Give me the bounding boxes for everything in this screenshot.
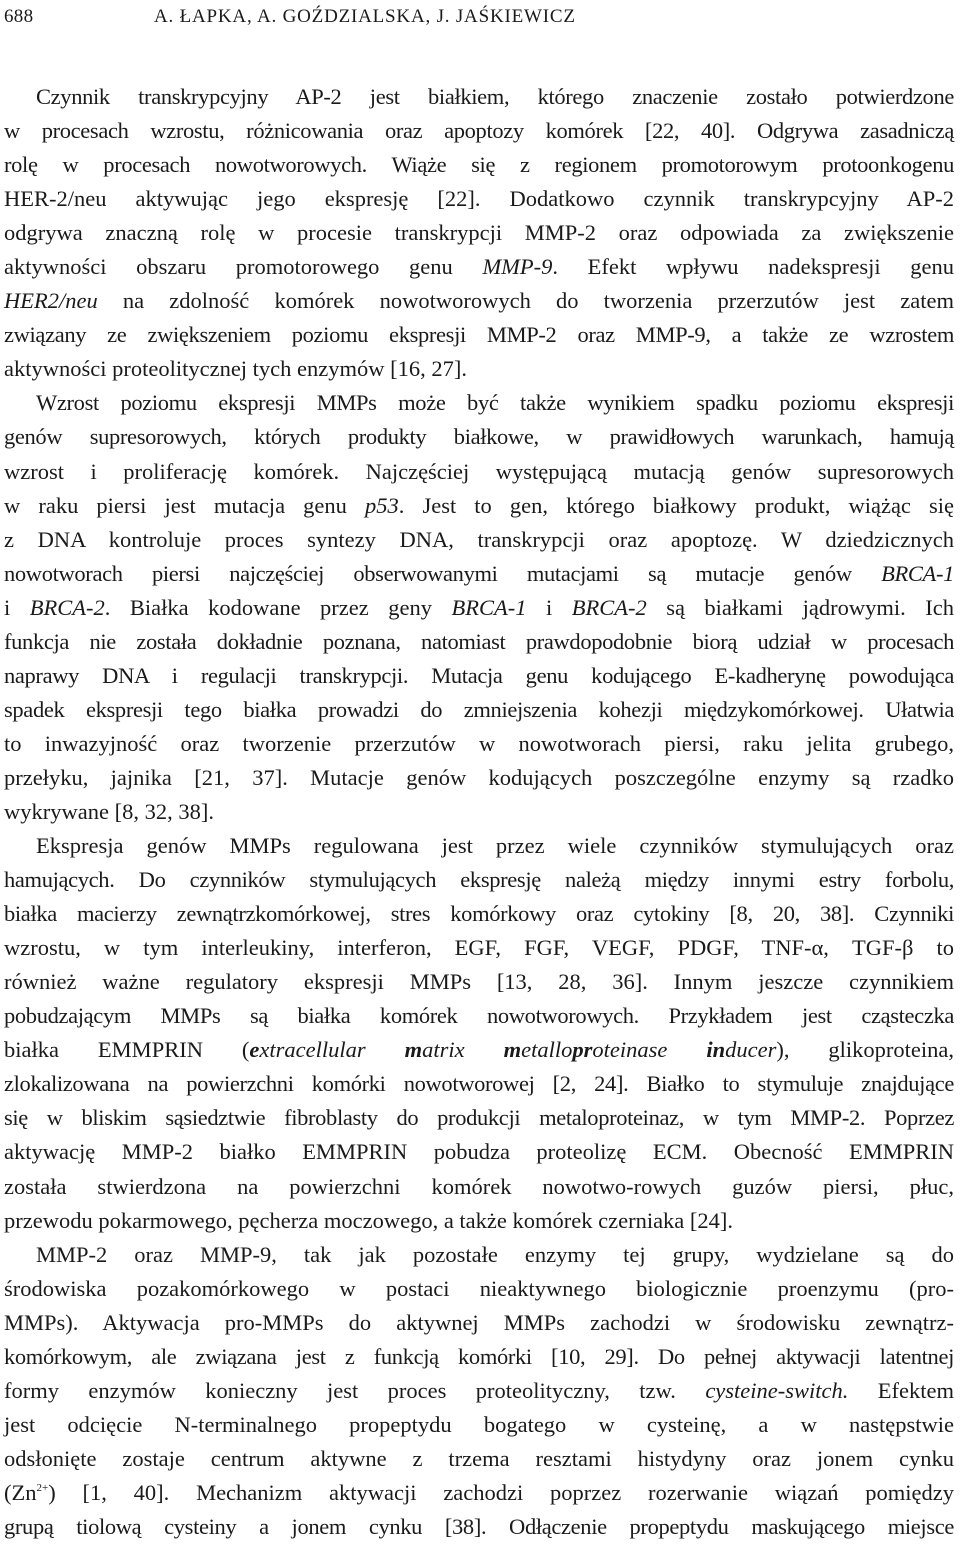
- text-run: białka EMMPRIN (: [4, 1037, 250, 1063]
- text-run: została stwierdzona na powierzchni komórek nowotwo-rowych guzów piersi, płuc,: [4, 1173, 954, 1199]
- text-run: są białkami jądrowymi. Ich: [646, 594, 954, 620]
- text-line: [4, 80, 954, 114]
- text-run: i: [4, 594, 30, 620]
- italic-text: e: [249, 1037, 260, 1063]
- page-number: 688: [4, 6, 34, 27]
- text-run: naprawy DNA i regulacji transkrypcji. Mutacja genu kodującego E-kadherynę powodująca: [4, 662, 954, 688]
- text-line: [4, 455, 954, 489]
- text-line: [4, 1033, 954, 1067]
- italic-text: in: [706, 1037, 726, 1063]
- text-line: [4, 931, 954, 965]
- text-run: przewodu pokarmowego, pęcherza moczowego, a także komórek czerniaka [24].: [4, 1207, 734, 1233]
- italic-text: m: [503, 1037, 522, 1063]
- text-run: związany ze zwiększeniem poziomu ekspresji MMP-2 oraz MMP-9, a także ze wzrostem: [4, 322, 954, 348]
- text-line: [4, 1067, 954, 1101]
- italic-text: oteinase: [592, 1037, 707, 1063]
- text-run: z DNA kontroluje proces syntezy DNA, transkrypcji oraz apoptozę. W dziedzicznych: [4, 526, 954, 552]
- text-run: . Jest to gen, którego białkowy produkt, wiążąc się: [398, 492, 954, 518]
- text-line: [4, 1340, 954, 1374]
- body-text: [4, 80, 954, 1544]
- text-run: aktywację MMP-2 białko EMMPRIN pobudza proteolizę ECM. Obecność EMMPRIN: [4, 1139, 954, 1165]
- text-run: hamujących. Do czynników stymulujących ekspresję należą między innymi estry forbolu,: [4, 867, 954, 893]
- text-run: to inwazyjność oraz tworzenie przerzutów w nowotworach piersi, raku jelita grubego,: [4, 730, 954, 756]
- text-run: na zdolność komórek nowotworowych do tworzenia przerzutów jest zatem: [97, 288, 954, 314]
- text-run: . Efekt wpływu nadekspresji genu: [552, 254, 954, 280]
- running-header-authors: A. ŁAPKA, A. GOŹDZIALSKA, J. JAŚKIEWICZ: [154, 6, 576, 27]
- text-line: [4, 1510, 954, 1544]
- text-line: [4, 250, 954, 284]
- text-run: wzrost i proliferację komórek. Najczęściej występującą mutacją genów supresorowych: [4, 458, 954, 484]
- text-run: odsłonięte zostaje centrum aktywne z trzema resztami histydyny oraz jonem cynku: [4, 1445, 954, 1471]
- text-line: [4, 420, 954, 454]
- text-run: w raku piersi jest mutacja genu: [4, 492, 365, 518]
- text-run: pobudzającym MMPs są białka komórek nowotworowych. Przykładem jest cząsteczka: [4, 1003, 954, 1029]
- text-run: aktywności proteolitycznej tych enzymów [16, 27].: [4, 356, 467, 382]
- text-run: jest odcięcie N-terminalnego propeptydu bogatego w cysteinę, a w następstwie: [4, 1411, 954, 1437]
- text-run: Efektem: [848, 1377, 954, 1403]
- italic-text: m: [404, 1037, 423, 1063]
- text-run: w procesach wzrostu, różnicowania oraz apoptozy komórek [22, 40]. Odgrywa zasadniczą: [4, 118, 954, 144]
- text-run: środowiska pozakomórkowego w postaci nieaktywnego biologicznie proenzymu (pro-: [4, 1275, 954, 1301]
- text-run: MMPs). Aktywacja pro-MMPs do aktywnej MMPs zachodzi w środowisku zewnątrz-: [4, 1309, 954, 1335]
- text-run: aktywności obszaru promotorowego genu: [4, 254, 483, 280]
- text-run: MMP-2 oraz MMP-9, tak jak pozostałe enzymy tej grupy, wydzielane są do: [36, 1241, 954, 1267]
- text-line: [4, 284, 954, 318]
- text-line: [4, 999, 954, 1033]
- text-line: [4, 1408, 954, 1442]
- text-line: [4, 727, 954, 761]
- text-run: Ekspresja genów MMPs regulowana jest przez wiele czynników stymulujących oraz: [36, 833, 954, 859]
- text-line: [4, 795, 954, 829]
- text-run: genów supresorowych, których produkty białkowe, w prawidłowych warunkach, hamują: [4, 424, 954, 450]
- text-run: wykrywane [8, 32, 38].: [4, 798, 214, 824]
- text-run: . Białka kodowane przez geny: [104, 594, 452, 620]
- text-run: ), glikoproteina,: [776, 1037, 955, 1063]
- text-run: komórkowym, ale związana jest z funkcją komórki [10, 29]. Do pełnej aktywacji latentnej: [4, 1343, 954, 1369]
- text-line: [4, 829, 954, 863]
- text-line: [4, 523, 954, 557]
- text-line: [4, 1170, 954, 1204]
- text-line: [4, 1306, 954, 1340]
- text-run: (Zn: [4, 1479, 37, 1505]
- text-line: [4, 659, 954, 693]
- text-line: [4, 965, 954, 999]
- italic-text: etallo: [521, 1037, 573, 1063]
- text-run: spadek ekspresji tego białka prowadzi do zmniejszenia kohezji międzykomórkowej. Ułatwia: [4, 696, 954, 722]
- text-line: [4, 1135, 954, 1169]
- text-run: grupą tiolową cysteiny a jonem cynku [38]. Odłączenie propeptydu maskującego miejsce: [4, 1513, 954, 1539]
- text-line: [4, 148, 954, 182]
- text-line: [4, 318, 954, 352]
- text-line: [4, 863, 954, 897]
- text-line: [4, 1476, 954, 1510]
- text-run: odgrywa znaczną rolę w procesie transkrypcji MMP-2 oraz odpowiada za zwiększenie: [4, 220, 954, 246]
- italic-text: BRCA-1: [451, 594, 527, 620]
- text-line: [4, 1238, 954, 1272]
- text-line: [4, 557, 954, 591]
- text-run: Wzrost poziomu ekspresji MMPs może być także wynikiem spadku poziomu ekspresji: [36, 390, 954, 416]
- italic-text: BRCA-2: [571, 594, 647, 620]
- italic-text: pr: [572, 1037, 593, 1063]
- text-line: [4, 114, 954, 148]
- text-line: [4, 591, 954, 625]
- italic-text: BRCA-1: [881, 560, 954, 586]
- text-line: [4, 386, 954, 420]
- text-run: białka macierzy zewnątrzkomórkowej, stres komórkowy oraz cytokiny [8, 20, 38]. Czynniki: [4, 901, 954, 927]
- text-line: [4, 1442, 954, 1476]
- italic-text: p53: [364, 492, 399, 518]
- text-line: [4, 489, 954, 523]
- text-line: [4, 897, 954, 931]
- text-line: [4, 352, 954, 386]
- text-line: [4, 625, 954, 659]
- text-run: się w bliskim sąsiedztwie fibroblasty do produkcji metaloproteinaz, w tym MMP-2. Poprzez: [4, 1105, 954, 1131]
- superscript: 2+: [36, 1481, 49, 1494]
- text-run: rolę w procesach nowotworowych. Wiąże się z regionem promotorowym protoonkogenu: [4, 152, 954, 178]
- italic-text: MMP-9: [482, 254, 553, 280]
- italic-text: BRCA-2: [29, 594, 105, 620]
- text-line: [4, 216, 954, 250]
- text-run: Czynnik transkrypcyjny AP-2 jest białkiem, którego znaczenie zostało potwierdzone: [36, 84, 954, 109]
- text-line: [4, 182, 954, 216]
- text-run: przełyku, jajnika [21, 37]. Mutacje genów kodujących poszczególne enzymy są rzadko: [4, 764, 954, 790]
- text-line: [4, 1374, 954, 1408]
- text-run: również ważne regulatory ekspresji MMPs [13, 28, 36]. Innym jeszcze czynnikiem: [4, 969, 954, 995]
- text-run: i: [526, 594, 572, 620]
- text-line: [4, 1204, 954, 1238]
- italic-text: ducer: [725, 1037, 777, 1063]
- text-run: ) [1, 40]. Mechanizm aktywacji zachodzi poprzez rozerwanie wiązań pomiędzy: [48, 1479, 954, 1505]
- italic-text: cysteine-switch.: [705, 1377, 849, 1403]
- text-line: [4, 1101, 954, 1135]
- text-run: formy enzymów konieczny jest proces proteolityczny, tzw.: [4, 1377, 706, 1403]
- text-line: [4, 1272, 954, 1306]
- text-run: nowotworach piersi najczęściej obserwowanymi mutacjami są mutacje genów: [4, 560, 882, 586]
- running-header: [4, 0, 956, 34]
- italic-text: HER2/neu: [4, 288, 98, 314]
- italic-text: xtracellular: [259, 1037, 405, 1063]
- text-line: [4, 761, 954, 795]
- text-run: HER-2/neu aktywując jego ekspresję [22]. Dodatkowo czynnik transkrypcyjny AP-2: [4, 186, 954, 212]
- italic-text: atrix: [422, 1037, 504, 1063]
- text-run: funkcja nie została dokładnie poznana, natomiast prawdopodobnie biorą udział w procesach: [4, 628, 954, 654]
- text-line: [4, 693, 954, 727]
- text-run: zlokalizowana na powierzchni komórki nowotworowej [2, 24]. Białko to stymuluje znajdujące: [4, 1071, 954, 1097]
- text-run: wzrostu, w tym interleukiny, interferon, EGF, FGF, VEGF, PDGF, TNF-α, TGF-β to: [4, 935, 954, 961]
